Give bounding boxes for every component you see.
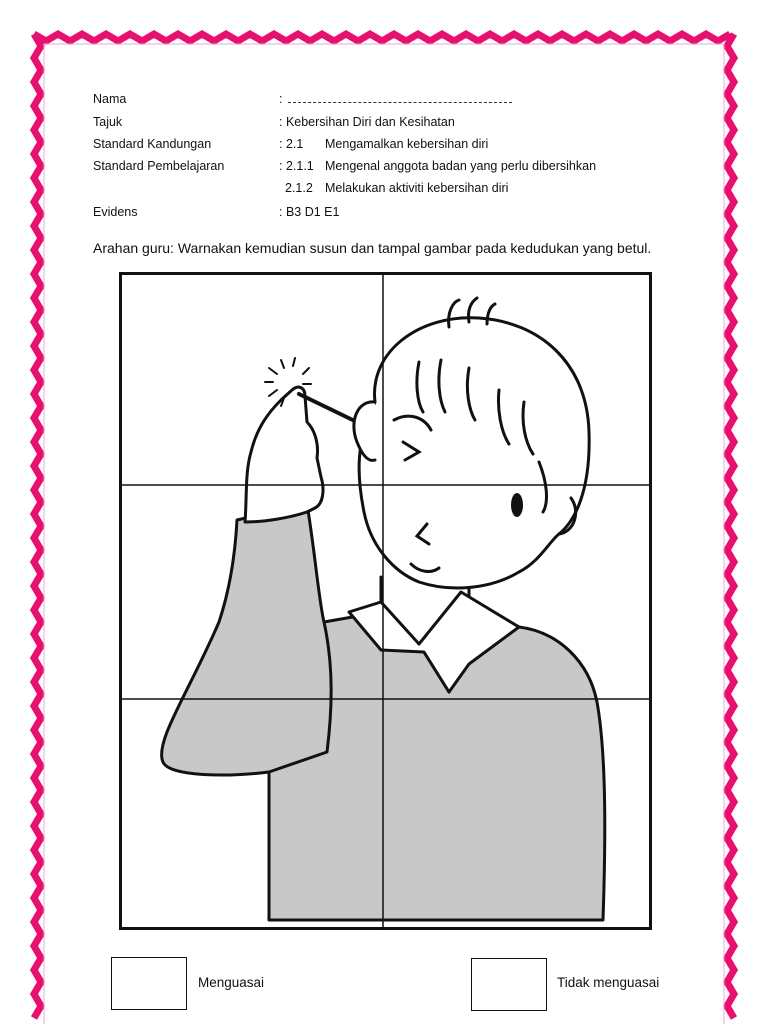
field-label: Nama bbox=[93, 92, 127, 106]
border-zigzag bbox=[34, 34, 730, 41]
border-zigzag bbox=[34, 34, 41, 1018]
field-value: : B3 D1 E1 bbox=[279, 205, 340, 219]
field-desc: Mengenal anggota badan yang perlu dibersihkan bbox=[325, 159, 597, 173]
puzzle-picture bbox=[119, 272, 652, 930]
field-label: Standard Pembelajaran bbox=[93, 159, 225, 173]
field-value: : bbox=[279, 92, 283, 106]
field-code: : 2.1.1 bbox=[279, 159, 314, 173]
border-zigzag bbox=[727, 34, 734, 1018]
field-code: : 2.1 bbox=[279, 137, 304, 151]
field-label: Evidens bbox=[93, 205, 138, 219]
field-label: Tajuk bbox=[93, 115, 123, 129]
field-desc: Melakukan aktiviti kebersihan diri bbox=[325, 181, 509, 195]
field-desc: Mengamalkan kebersihan diri bbox=[325, 137, 489, 151]
not-mastered-label: Tidak menguasai bbox=[557, 975, 660, 990]
mastered-label: Menguasai bbox=[198, 975, 265, 990]
not-mastered-checkbox[interactable] bbox=[471, 958, 547, 1011]
field-label: Standard Kandungan bbox=[93, 137, 212, 151]
teacher-instruction: Arahan guru: Warnakan kemudian susun dan tampal gambar pada kedudukan yang betul. bbox=[93, 240, 652, 256]
open-eye bbox=[511, 493, 523, 517]
field-value: : Kebersihan Diri dan Kesihatan bbox=[279, 115, 455, 129]
mastered-checkbox[interactable] bbox=[111, 957, 187, 1010]
field-code: 2.1.2 bbox=[285, 181, 313, 195]
name-blank-line[interactable] bbox=[288, 92, 512, 103]
